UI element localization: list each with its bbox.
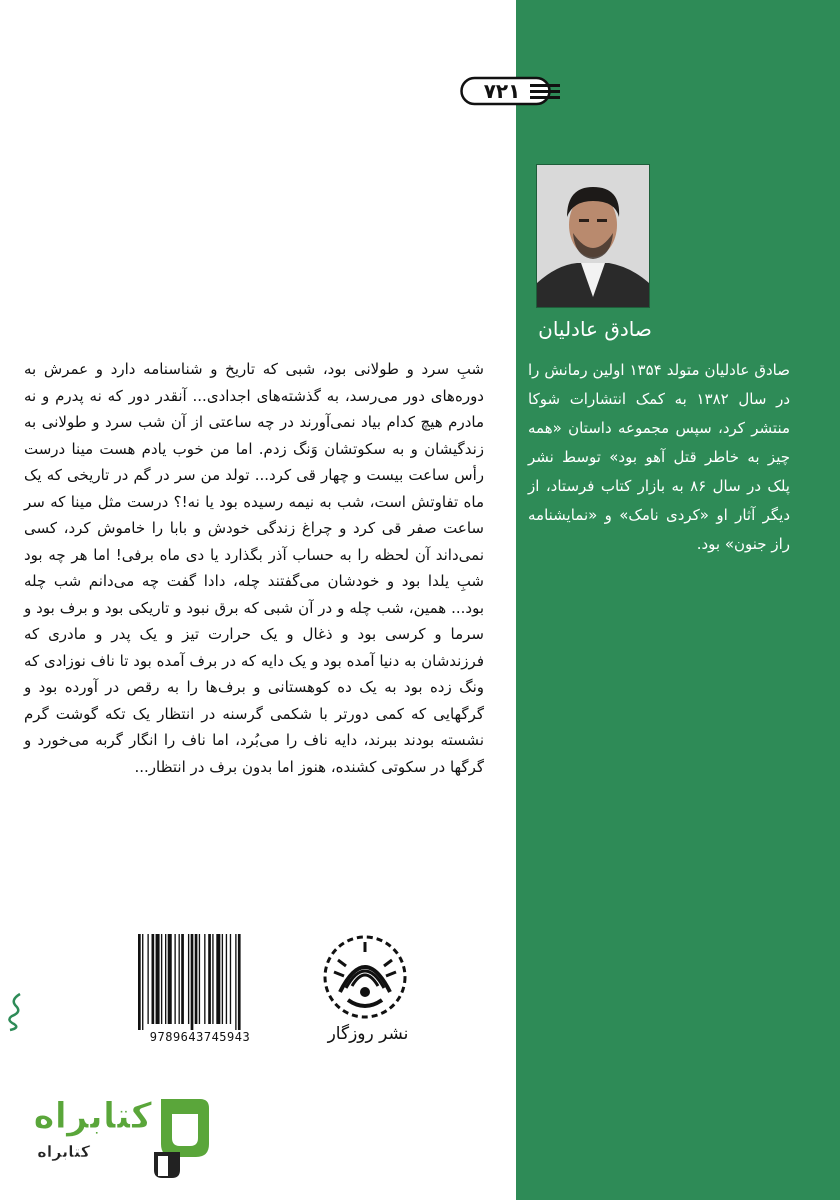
author-photo [536,164,650,308]
designer-signature [4,992,26,1032]
author-name: صادق عادلیان [538,317,652,341]
publisher-name: نشر روزگار [327,1024,409,1044]
back-cover-blurb: شبِ سرد و طولانی بود، شبی که تاریخ و شناسنامه دارد و عمرش به دوره‌های دور می‌رسد، به گذشته‌های اجدادی... آنقدر دور که نه پدرم و نه مادرم هیچ کدام بیاد نمی‌آورند در چه ساعتی از آن شب سرد و طولانی به زندگیشان و به سکوتشان وَنگ زدم. اما من خوب یادم هست مینا درست رأس ساعت بیست و چهار قی کرد... تولد من سر در گم در تاریخی که یک ماه تفاوتش است، شب به نیمه رسیده بود یا نه!؟ درست مثل مینا که سر ساعت صفر قی کرد و چراغ زندگی خودش و بابا را خاموش کرد، کسی نمی‌داند آن لحظه را به حساب آذر بگذارد یا دی ماه برفی! اما هر چه بود شبِ یلدا بود و خودشان می‌گفتند چله، دادا گفت چه می‌دانم شب چله بود... همین، شب چله و در آن شبی که برق نبود و تاریکی بود و برف بود و سرما و کرسی بود و ذغال و یک حرارت تیز و یک پدر و مادری که فرزندشان به دنیا آمده بود و یک دایه که در برف آمده بود تا ناف نوزادی که ونگ زده بود به یک ده کوهستانی و برف‌ها را به رقص در آورده بود و گرگهایی که کمی دورتر با شکمی گرسنه در انتظار یک تکه گوشت گرم نشسته بودند ببرند، دایه ناف را می‌بُرد، اما ناف را انگار گربه می‌خورد و گرگها در سکوتی کشنده، هنوز اما بدون برف در انتظار... [24,360,484,776]
kitabrah-logo-icon [154,1092,212,1188]
author-bio: صادق عادلیان متولد ۱۳۵۴ اولین رمانش را در سال ۱۳۸۲ به کمک انتشارات شوکا منتشر کرد، سپس مجموعه داستان «همه چیز به خاطر قتل آهو بود» توسط نشر پلک در سال ۸۶ به بازار کتاب فرستاد، از دیگر آثار او «کردی نامک» و «نمایشنامه راز جنون» بود. [528,361,790,553]
watermark-text-small: کتابراه [37,1142,90,1161]
publisher-logo-icon [320,932,410,1022]
barcode-bars [134,934,266,1030]
isbn-number: 9789643745943 [149,1030,251,1044]
watermark-text-large: کتابراه [33,1096,152,1137]
barcode [134,934,266,1046]
kitabrah-watermark [33,1092,212,1188]
series-number: ۷۲۱ [483,79,521,103]
